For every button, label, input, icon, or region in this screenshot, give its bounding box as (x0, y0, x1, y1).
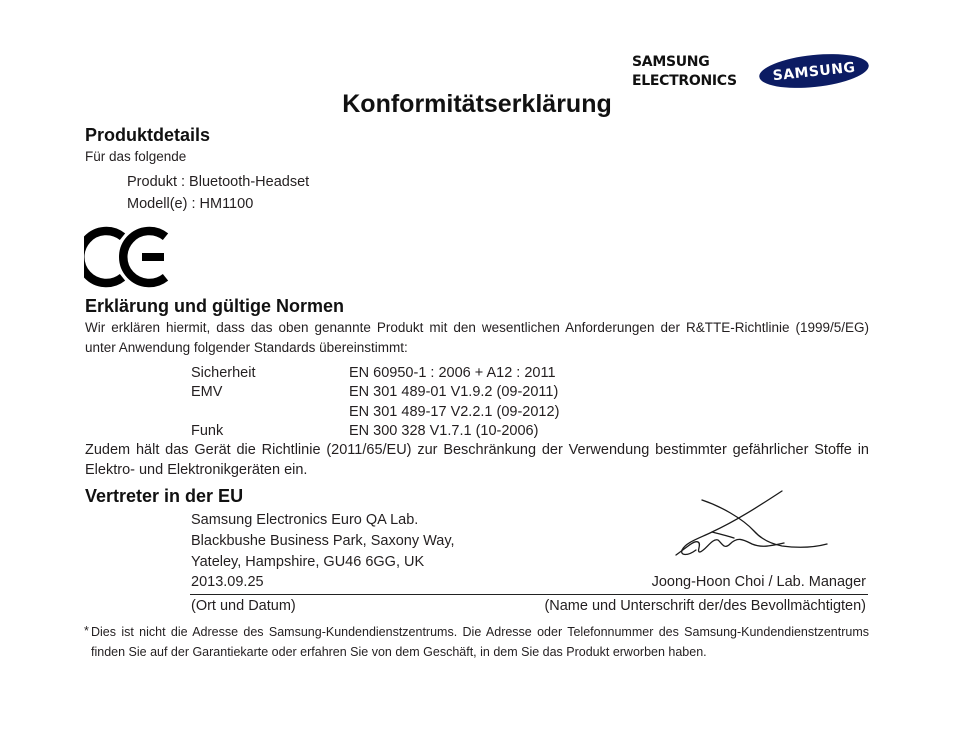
company-name (632, 53, 737, 91)
company-name-line-1: SAMSUNG (632, 54, 710, 70)
rohs-text: Zudem hält das Gerät die Richtlinie (2011/65/EU) zur Beschränkung der Verwendung bestimmter gefährlicher Stoffe in Elektro- und Elektronikgeräten ein. (85, 442, 869, 478)
representative-heading: Vertreter in der EU (85, 486, 244, 506)
signature-label: (Name und Unterschrift der/des Bevollmächtigten) (544, 598, 866, 614)
footnote-marker: * (84, 624, 89, 638)
product-details-heading: Produktdetails (85, 125, 211, 145)
samsung-logo-text: SAMSUNG (771, 59, 857, 85)
company-name-line-2: ELECTRONICS (632, 73, 737, 89)
address-line: Yateley, Hampshire, GU46 6GG, UK (191, 554, 425, 570)
page-title: Konformitätserklärung (342, 90, 612, 118)
declaration-text: Wir erklären hiermit, dass das oben genannte Produkt mit den wesentlichen Anforderungen der R&TTE-Richtlinie (1999/5/EG) unter Anwendung folgender Standards übereinstimmt: (85, 320, 869, 355)
address-line: Blackbushe Business Park, Saxony Way, (191, 533, 455, 549)
signer-name: Joong-Hoon Choi / Lab. Manager (651, 574, 866, 590)
standard-value: EN 60950-1 : 2006 + A12 : 2011 (349, 365, 556, 381)
standard-category: EMV (191, 384, 223, 401)
address-line: Samsung Electronics Euro QA Lab. (191, 512, 419, 528)
standards-list (349, 364, 559, 441)
ce-mark-icon (84, 224, 176, 290)
standard-value: EN 301 489-17 V2.2.1 (09-2012) (349, 403, 560, 420)
standard-category: Funk (191, 422, 224, 439)
standard-value: EN 300 328 V1.7.1 (10-2006) (349, 422, 539, 439)
standard-value: EN 301 489-01 V1.9.2 (09-2011) (349, 384, 559, 401)
signature-date: 2013.09.25 (191, 574, 264, 590)
model-line: Modell(e) : HM1100 (127, 196, 254, 212)
signature-line (190, 594, 868, 595)
footnote-text: Dies ist nicht die Adresse des Samsung-Kundendienstzentrums. Die Adresse oder Telefonnummer des Samsung-Kundendienstzentrums finden Sie auf der Garantiekarte oder erfahren Sie von dem Geschäft, in dem Sie das Produkt erworben haben. (91, 625, 869, 659)
declaration-heading: Erklärung und gültige Normen (85, 296, 345, 316)
product-line: Produkt : Bluetooth-Headset (127, 174, 310, 190)
standard-category (191, 403, 255, 422)
standards-categories (191, 364, 255, 441)
representative-address (191, 510, 455, 573)
place-date-label: (Ort und Datum) (191, 598, 296, 614)
standard-category: Sicherheit (191, 365, 256, 381)
product-intro: Für das folgende (85, 149, 187, 164)
handwritten-signature (672, 486, 832, 564)
samsung-logo (758, 51, 870, 91)
